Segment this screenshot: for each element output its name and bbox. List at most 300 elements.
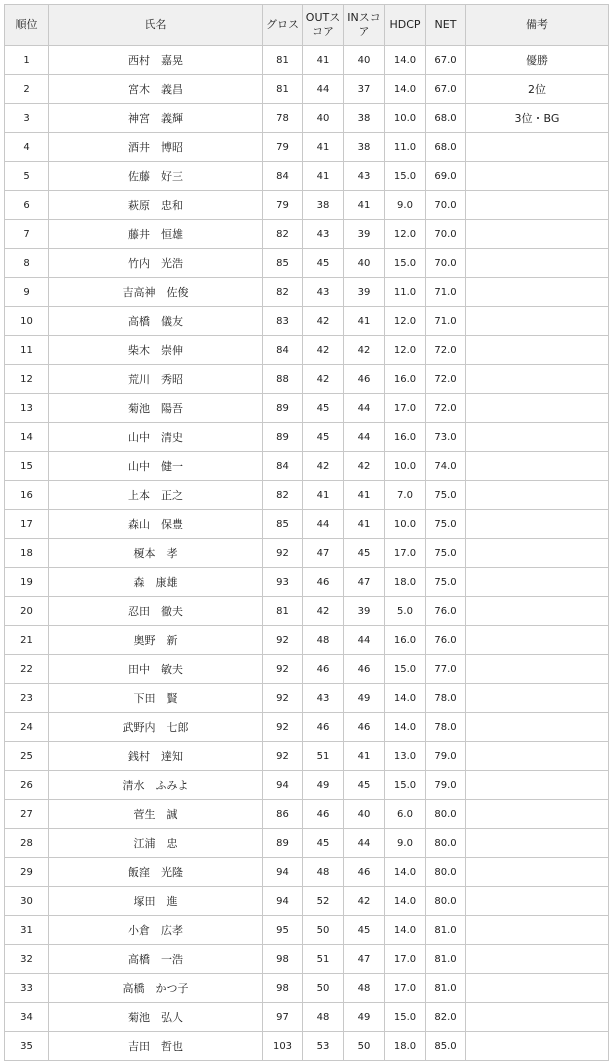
cell-note: 2位 bbox=[466, 75, 609, 104]
cell-note: 優勝 bbox=[466, 46, 609, 75]
cell-hdcp: 6.0 bbox=[385, 800, 426, 829]
cell-gross: 81 bbox=[263, 597, 303, 626]
header-net: NET bbox=[426, 5, 466, 46]
cell-note bbox=[466, 742, 609, 771]
cell-out: 42 bbox=[303, 597, 344, 626]
cell-net: 73.0 bbox=[426, 423, 466, 452]
cell-note bbox=[466, 510, 609, 539]
cell-in: 40 bbox=[344, 249, 385, 278]
cell-in: 40 bbox=[344, 800, 385, 829]
cell-note bbox=[466, 800, 609, 829]
table-row bbox=[5, 684, 609, 713]
cell-rank: 27 bbox=[5, 800, 49, 829]
cell-net: 74.0 bbox=[426, 452, 466, 481]
table-row bbox=[5, 191, 609, 220]
cell-name: 忍田 徹夫 bbox=[49, 597, 263, 626]
table-row bbox=[5, 46, 609, 75]
cell-gross: 83 bbox=[263, 307, 303, 336]
cell-out: 51 bbox=[303, 945, 344, 974]
cell-in: 46 bbox=[344, 655, 385, 684]
cell-rank: 11 bbox=[5, 336, 49, 365]
cell-hdcp: 14.0 bbox=[385, 684, 426, 713]
cell-gross: 82 bbox=[263, 278, 303, 307]
cell-gross: 89 bbox=[263, 423, 303, 452]
cell-in: 44 bbox=[344, 626, 385, 655]
cell-out: 46 bbox=[303, 800, 344, 829]
cell-out: 45 bbox=[303, 249, 344, 278]
cell-gross: 94 bbox=[263, 771, 303, 800]
cell-note bbox=[466, 829, 609, 858]
cell-out: 50 bbox=[303, 974, 344, 1003]
cell-note bbox=[466, 133, 609, 162]
cell-rank: 19 bbox=[5, 568, 49, 597]
table-row bbox=[5, 539, 609, 568]
cell-name: 菊池 弘人 bbox=[49, 1003, 263, 1032]
cell-net: 67.0 bbox=[426, 75, 466, 104]
header-in: INスコア bbox=[344, 5, 385, 46]
cell-gross: 82 bbox=[263, 481, 303, 510]
cell-hdcp: 10.0 bbox=[385, 510, 426, 539]
cell-note bbox=[466, 249, 609, 278]
cell-note bbox=[466, 278, 609, 307]
cell-out: 52 bbox=[303, 887, 344, 916]
table-row bbox=[5, 1032, 609, 1061]
cell-net: 82.0 bbox=[426, 1003, 466, 1032]
cell-in: 42 bbox=[344, 336, 385, 365]
table-row bbox=[5, 597, 609, 626]
cell-net: 81.0 bbox=[426, 945, 466, 974]
cell-gross: 84 bbox=[263, 452, 303, 481]
cell-gross: 92 bbox=[263, 742, 303, 771]
cell-hdcp: 18.0 bbox=[385, 1032, 426, 1061]
cell-rank: 4 bbox=[5, 133, 49, 162]
cell-rank: 2 bbox=[5, 75, 49, 104]
cell-in: 37 bbox=[344, 75, 385, 104]
cell-out: 48 bbox=[303, 858, 344, 887]
cell-rank: 13 bbox=[5, 394, 49, 423]
cell-rank: 17 bbox=[5, 510, 49, 539]
cell-rank: 3 bbox=[5, 104, 49, 133]
header-out: OUTスコア bbox=[303, 5, 344, 46]
cell-rank: 26 bbox=[5, 771, 49, 800]
cell-out: 49 bbox=[303, 771, 344, 800]
cell-rank: 16 bbox=[5, 481, 49, 510]
cell-out: 41 bbox=[303, 162, 344, 191]
cell-hdcp: 14.0 bbox=[385, 713, 426, 742]
cell-out: 53 bbox=[303, 1032, 344, 1061]
cell-hdcp: 11.0 bbox=[385, 133, 426, 162]
cell-net: 80.0 bbox=[426, 829, 466, 858]
cell-out: 43 bbox=[303, 220, 344, 249]
table-header bbox=[5, 5, 609, 46]
cell-hdcp: 17.0 bbox=[385, 539, 426, 568]
cell-hdcp: 14.0 bbox=[385, 75, 426, 104]
cell-net: 70.0 bbox=[426, 220, 466, 249]
cell-rank: 21 bbox=[5, 626, 49, 655]
header-name: 氏名 bbox=[49, 5, 263, 46]
cell-net: 76.0 bbox=[426, 626, 466, 655]
table-row bbox=[5, 626, 609, 655]
table-row bbox=[5, 75, 609, 104]
cell-rank: 10 bbox=[5, 307, 49, 336]
cell-rank: 12 bbox=[5, 365, 49, 394]
cell-in: 42 bbox=[344, 887, 385, 916]
cell-name: 西村 嘉晃 bbox=[49, 46, 263, 75]
cell-note bbox=[466, 1003, 609, 1032]
cell-gross: 92 bbox=[263, 626, 303, 655]
table-row bbox=[5, 104, 609, 133]
cell-hdcp: 16.0 bbox=[385, 626, 426, 655]
cell-in: 41 bbox=[344, 191, 385, 220]
cell-name: 佐藤 好三 bbox=[49, 162, 263, 191]
cell-gross: 89 bbox=[263, 829, 303, 858]
cell-gross: 92 bbox=[263, 655, 303, 684]
table-row bbox=[5, 945, 609, 974]
cell-net: 72.0 bbox=[426, 365, 466, 394]
table-row bbox=[5, 133, 609, 162]
table-row bbox=[5, 655, 609, 684]
cell-in: 41 bbox=[344, 307, 385, 336]
cell-hdcp: 7.0 bbox=[385, 481, 426, 510]
cell-net: 75.0 bbox=[426, 568, 466, 597]
cell-hdcp: 15.0 bbox=[385, 1003, 426, 1032]
table-row bbox=[5, 829, 609, 858]
cell-out: 45 bbox=[303, 394, 344, 423]
cell-in: 45 bbox=[344, 539, 385, 568]
cell-note bbox=[466, 887, 609, 916]
cell-hdcp: 15.0 bbox=[385, 249, 426, 278]
cell-gross: 98 bbox=[263, 974, 303, 1003]
cell-hdcp: 15.0 bbox=[385, 771, 426, 800]
cell-net: 85.0 bbox=[426, 1032, 466, 1061]
cell-hdcp: 15.0 bbox=[385, 655, 426, 684]
cell-net: 80.0 bbox=[426, 887, 466, 916]
cell-name: 酒井 博昭 bbox=[49, 133, 263, 162]
cell-in: 48 bbox=[344, 974, 385, 1003]
table-row bbox=[5, 713, 609, 742]
cell-name: 荒川 秀昭 bbox=[49, 365, 263, 394]
cell-rank: 30 bbox=[5, 887, 49, 916]
table-row bbox=[5, 452, 609, 481]
cell-name: 田中 敏夫 bbox=[49, 655, 263, 684]
cell-name: 森 康雄 bbox=[49, 568, 263, 597]
cell-name: 高橋 一浩 bbox=[49, 945, 263, 974]
table-row bbox=[5, 510, 609, 539]
cell-in: 46 bbox=[344, 365, 385, 394]
cell-gross: 85 bbox=[263, 510, 303, 539]
cell-hdcp: 14.0 bbox=[385, 916, 426, 945]
cell-gross: 84 bbox=[263, 162, 303, 191]
cell-gross: 78 bbox=[263, 104, 303, 133]
cell-net: 68.0 bbox=[426, 133, 466, 162]
cell-name: 吉高神 佐俊 bbox=[49, 278, 263, 307]
cell-rank: 8 bbox=[5, 249, 49, 278]
cell-name: 宮木 義昌 bbox=[49, 75, 263, 104]
header-rank: 順位 bbox=[5, 5, 49, 46]
cell-hdcp: 14.0 bbox=[385, 887, 426, 916]
cell-note bbox=[466, 655, 609, 684]
header-row bbox=[5, 5, 609, 46]
cell-out: 45 bbox=[303, 829, 344, 858]
cell-net: 75.0 bbox=[426, 539, 466, 568]
table-row bbox=[5, 162, 609, 191]
cell-out: 51 bbox=[303, 742, 344, 771]
cell-in: 47 bbox=[344, 945, 385, 974]
table-row bbox=[5, 887, 609, 916]
cell-hdcp: 17.0 bbox=[385, 974, 426, 1003]
cell-in: 47 bbox=[344, 568, 385, 597]
cell-out: 46 bbox=[303, 655, 344, 684]
cell-gross: 93 bbox=[263, 568, 303, 597]
cell-note bbox=[466, 597, 609, 626]
cell-in: 45 bbox=[344, 771, 385, 800]
cell-gross: 86 bbox=[263, 800, 303, 829]
cell-rank: 7 bbox=[5, 220, 49, 249]
table-row bbox=[5, 394, 609, 423]
cell-in: 39 bbox=[344, 278, 385, 307]
cell-gross: 82 bbox=[263, 220, 303, 249]
cell-net: 79.0 bbox=[426, 742, 466, 771]
cell-in: 39 bbox=[344, 220, 385, 249]
header-note: 備考 bbox=[466, 5, 609, 46]
cell-note bbox=[466, 307, 609, 336]
table-body bbox=[5, 46, 609, 1061]
cell-note bbox=[466, 858, 609, 887]
cell-in: 50 bbox=[344, 1032, 385, 1061]
cell-hdcp: 15.0 bbox=[385, 162, 426, 191]
table-row bbox=[5, 220, 609, 249]
cell-name: 柴木 崇伸 bbox=[49, 336, 263, 365]
cell-gross: 79 bbox=[263, 133, 303, 162]
cell-out: 41 bbox=[303, 46, 344, 75]
cell-name: 高橋 儀友 bbox=[49, 307, 263, 336]
cell-rank: 24 bbox=[5, 713, 49, 742]
cell-name: 萩原 忠和 bbox=[49, 191, 263, 220]
cell-in: 39 bbox=[344, 597, 385, 626]
cell-gross: 103 bbox=[263, 1032, 303, 1061]
cell-rank: 20 bbox=[5, 597, 49, 626]
cell-hdcp: 12.0 bbox=[385, 220, 426, 249]
table-row bbox=[5, 858, 609, 887]
cell-out: 38 bbox=[303, 191, 344, 220]
cell-note bbox=[466, 684, 609, 713]
table-row bbox=[5, 278, 609, 307]
cell-hdcp: 16.0 bbox=[385, 423, 426, 452]
cell-net: 79.0 bbox=[426, 771, 466, 800]
table-row bbox=[5, 916, 609, 945]
cell-hdcp: 10.0 bbox=[385, 104, 426, 133]
cell-name: 菊池 陽吾 bbox=[49, 394, 263, 423]
cell-rank: 28 bbox=[5, 829, 49, 858]
cell-note bbox=[466, 771, 609, 800]
table-row bbox=[5, 771, 609, 800]
cell-out: 48 bbox=[303, 1003, 344, 1032]
cell-hdcp: 16.0 bbox=[385, 365, 426, 394]
cell-rank: 6 bbox=[5, 191, 49, 220]
cell-hdcp: 14.0 bbox=[385, 46, 426, 75]
cell-name: 塚田 進 bbox=[49, 887, 263, 916]
cell-net: 69.0 bbox=[426, 162, 466, 191]
cell-hdcp: 14.0 bbox=[385, 858, 426, 887]
table-row bbox=[5, 336, 609, 365]
cell-net: 78.0 bbox=[426, 713, 466, 742]
cell-in: 42 bbox=[344, 452, 385, 481]
cell-rank: 25 bbox=[5, 742, 49, 771]
cell-in: 45 bbox=[344, 916, 385, 945]
cell-rank: 14 bbox=[5, 423, 49, 452]
cell-name: 小倉 広孝 bbox=[49, 916, 263, 945]
cell-gross: 92 bbox=[263, 684, 303, 713]
cell-name: 吉田 哲也 bbox=[49, 1032, 263, 1061]
table-row bbox=[5, 423, 609, 452]
cell-name: 高橋 かつ子 bbox=[49, 974, 263, 1003]
table-row bbox=[5, 1003, 609, 1032]
cell-name: 菅生 誠 bbox=[49, 800, 263, 829]
cell-name: 森山 保豊 bbox=[49, 510, 263, 539]
cell-rank: 35 bbox=[5, 1032, 49, 1061]
cell-out: 45 bbox=[303, 423, 344, 452]
cell-out: 42 bbox=[303, 307, 344, 336]
cell-note bbox=[466, 394, 609, 423]
cell-net: 78.0 bbox=[426, 684, 466, 713]
cell-in: 44 bbox=[344, 394, 385, 423]
cell-hdcp: 17.0 bbox=[385, 945, 426, 974]
table-row bbox=[5, 307, 609, 336]
cell-out: 42 bbox=[303, 365, 344, 394]
cell-gross: 92 bbox=[263, 713, 303, 742]
cell-hdcp: 9.0 bbox=[385, 829, 426, 858]
table-row bbox=[5, 800, 609, 829]
cell-net: 75.0 bbox=[426, 481, 466, 510]
cell-hdcp: 13.0 bbox=[385, 742, 426, 771]
cell-name: 藤井 恒雄 bbox=[49, 220, 263, 249]
cell-note bbox=[466, 191, 609, 220]
cell-note bbox=[466, 423, 609, 452]
cell-note bbox=[466, 336, 609, 365]
cell-name: 山中 清史 bbox=[49, 423, 263, 452]
cell-gross: 97 bbox=[263, 1003, 303, 1032]
table-row bbox=[5, 974, 609, 1003]
cell-rank: 22 bbox=[5, 655, 49, 684]
cell-name: 武野内 七郎 bbox=[49, 713, 263, 742]
cell-gross: 94 bbox=[263, 858, 303, 887]
cell-rank: 23 bbox=[5, 684, 49, 713]
cell-net: 75.0 bbox=[426, 510, 466, 539]
cell-gross: 92 bbox=[263, 539, 303, 568]
cell-hdcp: 9.0 bbox=[385, 191, 426, 220]
cell-note bbox=[466, 452, 609, 481]
cell-net: 80.0 bbox=[426, 858, 466, 887]
cell-note bbox=[466, 539, 609, 568]
table-row bbox=[5, 365, 609, 394]
cell-net: 67.0 bbox=[426, 46, 466, 75]
table-row bbox=[5, 568, 609, 597]
cell-name: 奥野 新 bbox=[49, 626, 263, 655]
cell-gross: 95 bbox=[263, 916, 303, 945]
cell-in: 41 bbox=[344, 481, 385, 510]
results-table bbox=[4, 4, 609, 1061]
cell-note bbox=[466, 974, 609, 1003]
cell-gross: 94 bbox=[263, 887, 303, 916]
cell-gross: 89 bbox=[263, 394, 303, 423]
cell-net: 70.0 bbox=[426, 249, 466, 278]
cell-rank: 32 bbox=[5, 945, 49, 974]
cell-net: 81.0 bbox=[426, 974, 466, 1003]
cell-out: 43 bbox=[303, 278, 344, 307]
cell-hdcp: 11.0 bbox=[385, 278, 426, 307]
cell-out: 44 bbox=[303, 510, 344, 539]
cell-in: 49 bbox=[344, 684, 385, 713]
cell-rank: 5 bbox=[5, 162, 49, 191]
cell-in: 41 bbox=[344, 510, 385, 539]
cell-net: 80.0 bbox=[426, 800, 466, 829]
cell-note bbox=[466, 481, 609, 510]
cell-hdcp: 17.0 bbox=[385, 394, 426, 423]
cell-in: 38 bbox=[344, 104, 385, 133]
cell-note bbox=[466, 916, 609, 945]
cell-in: 44 bbox=[344, 829, 385, 858]
cell-net: 71.0 bbox=[426, 307, 466, 336]
cell-in: 46 bbox=[344, 858, 385, 887]
cell-in: 49 bbox=[344, 1003, 385, 1032]
cell-out: 46 bbox=[303, 713, 344, 742]
cell-out: 41 bbox=[303, 133, 344, 162]
cell-note: 3位・BG bbox=[466, 104, 609, 133]
cell-out: 43 bbox=[303, 684, 344, 713]
cell-gross: 84 bbox=[263, 336, 303, 365]
cell-net: 76.0 bbox=[426, 597, 466, 626]
cell-out: 46 bbox=[303, 568, 344, 597]
cell-out: 47 bbox=[303, 539, 344, 568]
cell-in: 40 bbox=[344, 46, 385, 75]
cell-hdcp: 12.0 bbox=[385, 336, 426, 365]
cell-rank: 33 bbox=[5, 974, 49, 1003]
cell-name: 榎本 孝 bbox=[49, 539, 263, 568]
table-row bbox=[5, 742, 609, 771]
cell-gross: 98 bbox=[263, 945, 303, 974]
cell-name: 飯窪 光隆 bbox=[49, 858, 263, 887]
cell-name: 江浦 忠 bbox=[49, 829, 263, 858]
cell-in: 41 bbox=[344, 742, 385, 771]
table-row bbox=[5, 249, 609, 278]
cell-rank: 15 bbox=[5, 452, 49, 481]
cell-net: 68.0 bbox=[426, 104, 466, 133]
cell-out: 40 bbox=[303, 104, 344, 133]
cell-rank: 34 bbox=[5, 1003, 49, 1032]
cell-net: 71.0 bbox=[426, 278, 466, 307]
cell-net: 72.0 bbox=[426, 394, 466, 423]
cell-name: 銭村 達知 bbox=[49, 742, 263, 771]
cell-name: 清水 ふみよ bbox=[49, 771, 263, 800]
cell-rank: 9 bbox=[5, 278, 49, 307]
cell-note bbox=[466, 365, 609, 394]
cell-net: 72.0 bbox=[426, 336, 466, 365]
cell-name: 上本 正之 bbox=[49, 481, 263, 510]
cell-gross: 81 bbox=[263, 75, 303, 104]
cell-note bbox=[466, 626, 609, 655]
cell-rank: 31 bbox=[5, 916, 49, 945]
cell-gross: 88 bbox=[263, 365, 303, 394]
cell-rank: 1 bbox=[5, 46, 49, 75]
cell-out: 50 bbox=[303, 916, 344, 945]
header-gross: グロス bbox=[263, 5, 303, 46]
cell-out: 41 bbox=[303, 481, 344, 510]
cell-in: 46 bbox=[344, 713, 385, 742]
cell-note bbox=[466, 1032, 609, 1061]
cell-hdcp: 5.0 bbox=[385, 597, 426, 626]
cell-gross: 79 bbox=[263, 191, 303, 220]
cell-out: 42 bbox=[303, 452, 344, 481]
